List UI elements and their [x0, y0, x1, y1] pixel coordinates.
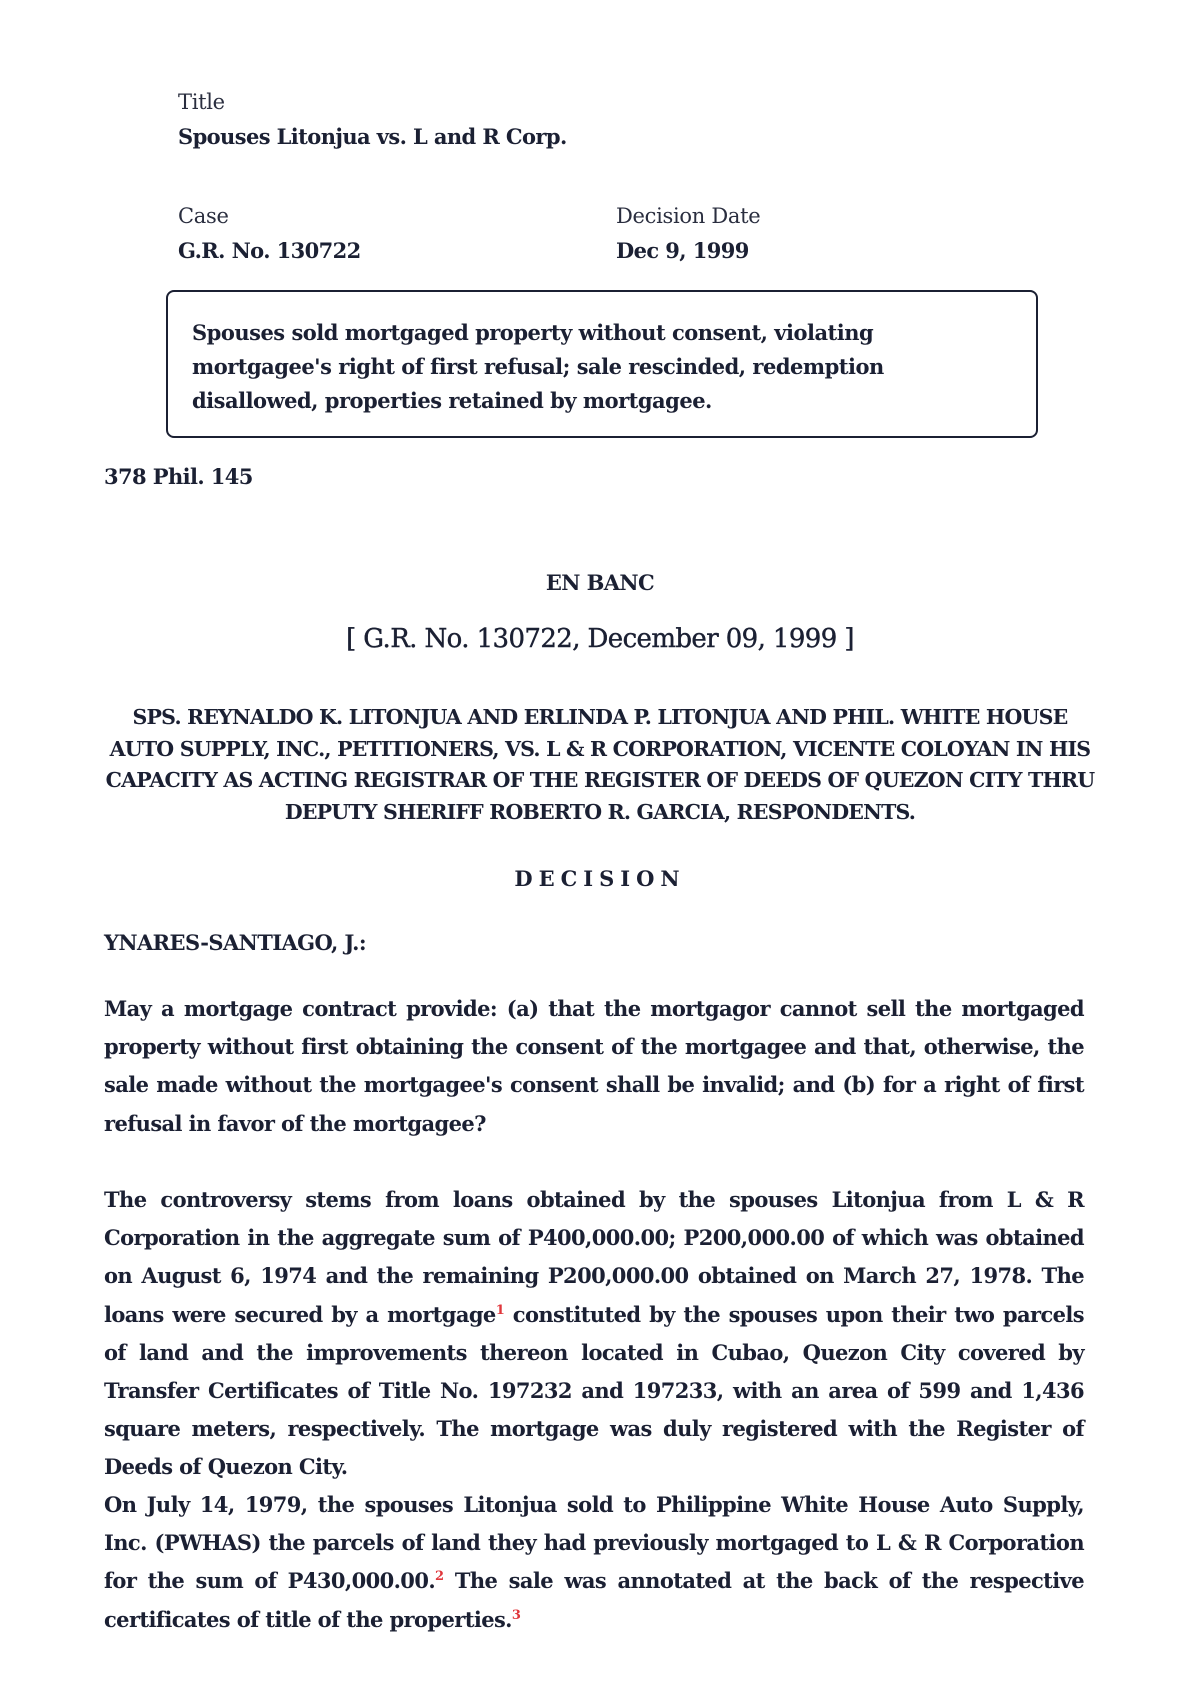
case-value: G.R. No. 130722	[178, 238, 361, 263]
decision-date-value: Dec 9, 1999	[616, 238, 749, 263]
paragraph-1-text: May a mortgage contract provide: (a) that the mortgagor cannot sell the mortgaged property without first obtaining the consent of the mortgagee and that, otherwise, the sale made without the mortgagee's consent shall be invalid; and (b) for a right of first refusal in favor of the mortgagee?	[104, 996, 1084, 1136]
paragraph-3-text-b: The sale was annotated at the back of the respective certificates of title of the properties.	[104, 1568, 1084, 1632]
gr-heading: [ G.R. No. 130722, December 09, 1999 ]	[346, 624, 854, 654]
citation: 378 Phil. 145	[104, 464, 253, 489]
decision-heading: DECISION	[514, 866, 686, 891]
case-summary-box: Spouses sold mortgaged property without consent, violating mortgagee's right of first refusal; sale rescinded, redemption disallowed, properties retained by mortgagee.	[166, 290, 1038, 438]
paragraph-1	[104, 990, 1084, 1143]
case-label: Case	[178, 204, 229, 228]
title-label: Title	[178, 90, 225, 114]
footnote-link-2[interactable]: 2	[435, 1569, 444, 1585]
paragraph-2-text-a: The controversy stems from loans obtained by the spouses Litonjua from L & R Corporation in the aggregate sum of P400,000.00; P200,000.00 of which was obtained on August 6, 1974 and the remaining P200,000.00 obtained on March 27, 1978. The loans were secured by a mortgage	[104, 1187, 1084, 1327]
paragraph-2	[104, 1181, 1084, 1487]
ponente: YNARES-SANTIAGO, J.:	[104, 930, 366, 955]
paragraph-3	[104, 1486, 1084, 1639]
paragraph-3-text-a: On July 14, 1979, the spouses Litonjua sold to Philippine White House Auto Supply, Inc. (PWHAS) the parcels of land they had previously mortgaged to L & R Corporation for the sum of P430,000.00.	[104, 1492, 1084, 1594]
footnote-link-3[interactable]: 3	[511, 1607, 521, 1623]
title-value: Spouses Litonjua vs. L and R Corp.	[178, 124, 567, 149]
decision-date-label: Decision Date	[616, 204, 761, 228]
paragraph-2-text-b: constituted by the spouses upon their two parcels of land and the improvements thereon located in Cubao, Quezon City covered by Transfer Certificates of Title No. 197232 and 197233, with an area of 599 and 1,436 square meters, respectively. The mortgage was duly registered with the Register of Deeds of Quezon City.	[104, 1301, 1085, 1480]
case-parties: SPS. REYNALDO K. LITONJUA AND ERLINDA P. LITONJUA AND PHIL. WHITE HOUSE AUTO SUPPLY, INC., PETITIONERS, VS. L & R CORPORATION, VICENTE COLOYAN IN HIS CAPACITY AS ACTING REGISTRAR OF THE REGISTER OF DEEDS OF QUEZON CITY THRU DEPUTY SHERIFF ROBERTO R. GARCIA, RESPONDENTS.	[105, 705, 1095, 824]
court-division: EN BANC	[545, 570, 655, 595]
footnote-link-1[interactable]: 1	[495, 1302, 505, 1318]
